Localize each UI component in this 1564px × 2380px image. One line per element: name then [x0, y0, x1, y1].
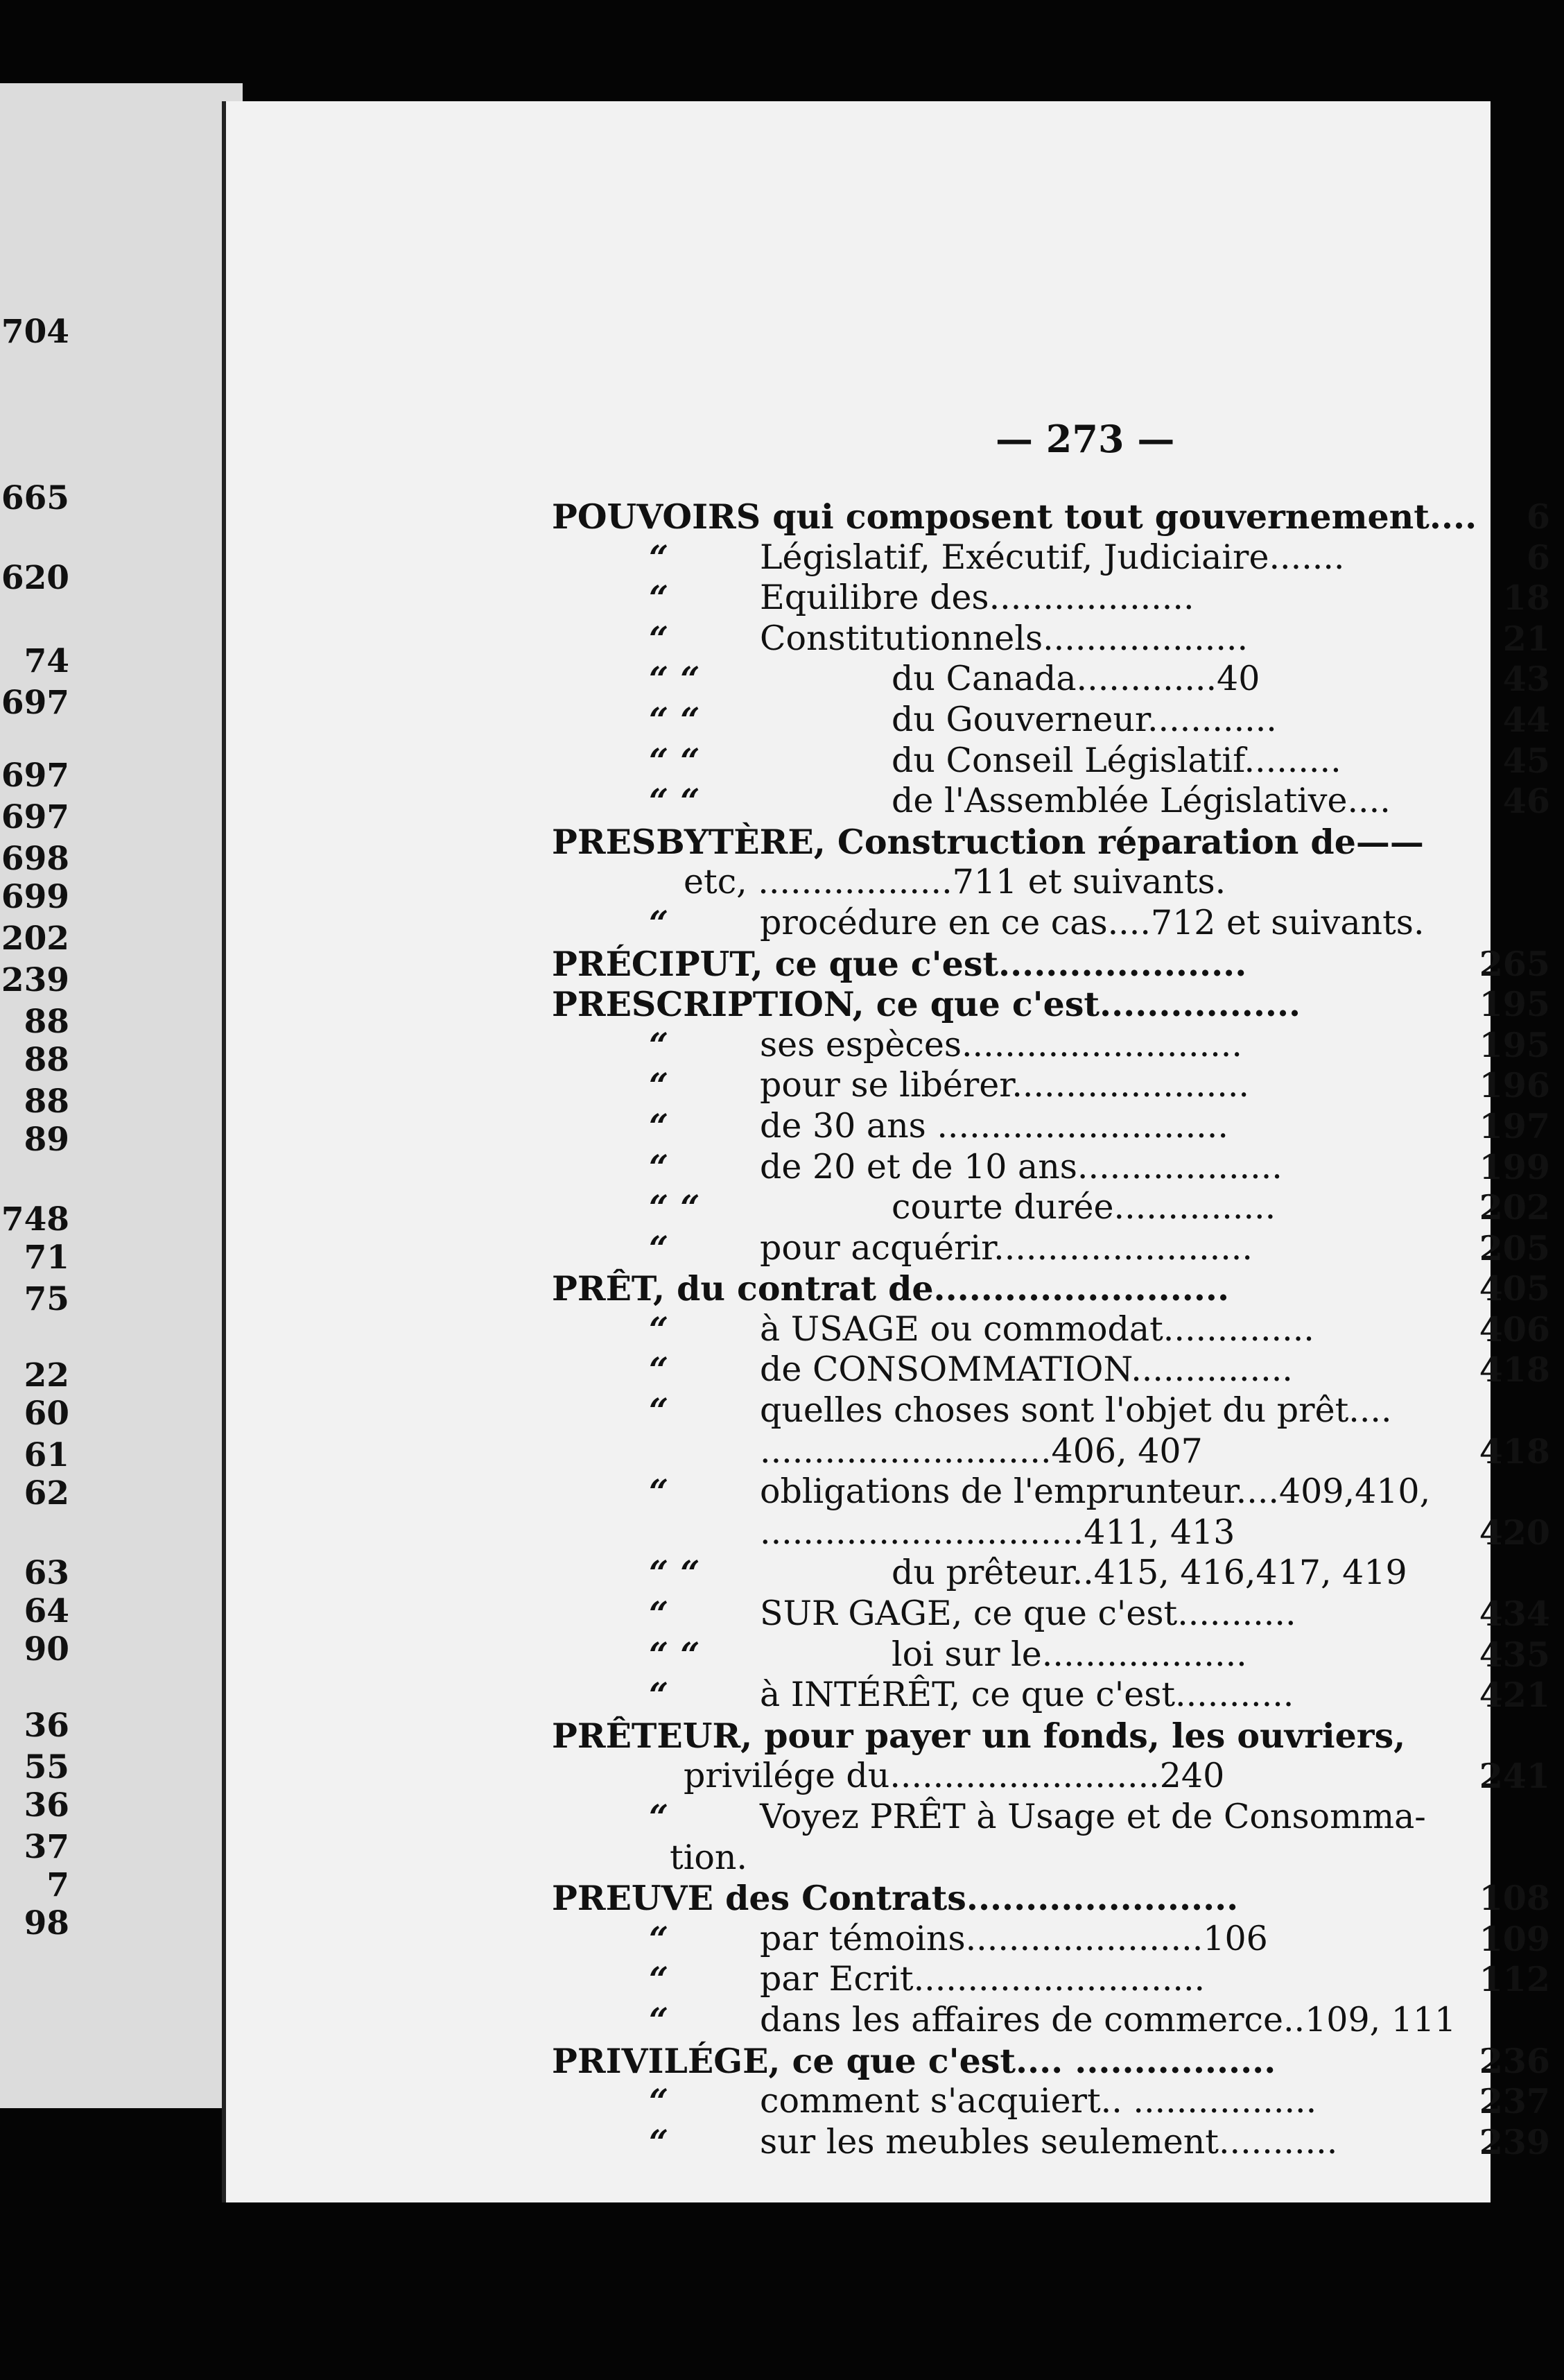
facing-page-number: 88 — [24, 1083, 69, 1121]
entry-page-ref: 46 — [1502, 781, 1550, 822]
facing-page-number: 37 — [24, 1828, 69, 1866]
index-entry — [552, 1716, 1564, 1757]
ditto-mark: “ — [649, 1472, 669, 1512]
index-entry — [552, 578, 1564, 619]
entry-text: du Conseil Législatif......... — [892, 740, 1341, 780]
index-entry — [552, 1390, 1564, 1431]
index-entry — [552, 659, 1564, 700]
ditto-mark: “ — [649, 1105, 669, 1146]
entry-page-ref: 236 — [1479, 2040, 1550, 2081]
index-entry — [552, 1349, 1564, 1390]
ditto-mark: “ — [649, 1918, 669, 1959]
index-entry — [552, 944, 1564, 985]
entry-text: loi sur le................... — [892, 1634, 1247, 1674]
entry-text: ...........................406, 407 — [760, 1431, 1203, 1471]
index-entry — [552, 537, 1564, 578]
entry-page-ref: 196 — [1479, 1065, 1550, 1106]
index-entry — [552, 2041, 1564, 2082]
facing-page-number: 697 — [1, 798, 69, 836]
facing-page-number: 89 — [24, 1121, 69, 1159]
index-entry — [552, 1187, 1564, 1228]
facing-page-numbers — [0, 83, 243, 2108]
entry-text: PRESBYTÈRE, Construction réparation de—— — [552, 821, 1424, 862]
ditto-mark: “ “ — [649, 699, 700, 740]
entry-text: ..............................411, 413 — [760, 1512, 1235, 1552]
index-entry — [552, 2000, 1564, 2041]
index-entry — [552, 903, 1564, 944]
entry-page-ref: 265 — [1479, 943, 1550, 984]
entry-text: Voyez PRÊT à Usage et de Consomma- — [760, 1797, 1426, 1836]
entry-text: de 30 ans ........................... — [760, 1105, 1228, 1146]
index-entry — [552, 781, 1564, 822]
entry-page-ref: 45 — [1502, 740, 1550, 781]
facing-page-number: 63 — [24, 1554, 69, 1592]
ditto-mark: “ — [649, 1594, 669, 1635]
entry-page-ref: 418 — [1479, 1349, 1550, 1390]
entry-text: PRÉCIPUT, ce que c'est..................... — [552, 943, 1247, 984]
facing-page-number: 61 — [24, 1436, 69, 1474]
facing-page-number: 239 — [1, 961, 69, 999]
facing-page-number: 748 — [1, 1200, 69, 1239]
ditto-mark: “ — [649, 2121, 669, 2162]
index-entry — [552, 1797, 1564, 1838]
entry-text: de 20 et de 10 ans................... — [760, 1146, 1283, 1187]
page-number: — 273 — — [996, 417, 1175, 461]
index-entry — [552, 984, 1564, 1025]
index-entry — [552, 1268, 1564, 1309]
index-entry — [552, 1553, 1564, 1594]
entry-page-ref: 112 — [1479, 1959, 1550, 2000]
entry-page-ref: 18 — [1502, 578, 1550, 619]
ditto-mark: “ — [649, 902, 669, 943]
entry-page-ref: 434 — [1479, 1594, 1550, 1635]
entry-text: PRESCRIPTION, ce que c'est................. — [552, 984, 1301, 1025]
entry-text: du Canada.............40 — [892, 659, 1260, 699]
entry-text: sur les meubles seulement........... — [760, 2121, 1338, 2162]
entry-page-ref: 109 — [1479, 1918, 1550, 1959]
ditto-mark: “ — [649, 1146, 669, 1187]
entry-text: courte durée............... — [892, 1187, 1276, 1227]
entry-text: Législatif, Exécutif, Judiciaire....... — [760, 537, 1345, 577]
facing-page-number: 74 — [24, 642, 69, 680]
index-entry — [552, 1635, 1564, 1675]
entry-text: dans les affaires de commerce..109, 111 — [760, 1999, 1457, 2040]
ditto-mark: “ — [649, 578, 669, 619]
index-entry — [552, 1512, 1564, 1553]
facing-page-number: 697 — [1, 684, 69, 722]
entry-text: PRÊTEUR, pour payer un fonds, les ouvriers, — [552, 1715, 1406, 1756]
entry-page-ref: 44 — [1502, 699, 1550, 740]
entry-text: de l'Assemblée Législative.... — [892, 781, 1391, 821]
entry-page-ref: 202 — [1479, 1187, 1550, 1228]
ditto-mark: “ “ — [649, 740, 700, 781]
index-entry — [552, 1106, 1564, 1147]
facing-page-number: 697 — [1, 757, 69, 795]
ditto-mark: “ — [649, 1227, 669, 1268]
facing-page-number: 75 — [24, 1280, 69, 1318]
entry-page-ref: 21 — [1502, 618, 1550, 659]
ditto-mark: “ — [649, 537, 669, 578]
entry-page-ref: 418 — [1479, 1431, 1550, 1472]
ditto-mark: “ — [649, 618, 669, 659]
facing-page-number: 620 — [1, 559, 69, 597]
ditto-mark: “ “ — [649, 781, 700, 822]
entry-page-ref: 239 — [1479, 2121, 1550, 2162]
index-entry — [552, 1675, 1564, 1716]
ditto-mark: “ — [649, 1309, 669, 1349]
index-entries — [552, 497, 1564, 2162]
facing-page-number: 90 — [24, 1630, 69, 1668]
entry-text: etc, ..................711 et suivants. — [684, 862, 1226, 902]
entry-page-ref: 6 — [1526, 497, 1550, 537]
index-entry — [552, 1919, 1564, 1960]
index-entry — [552, 1309, 1564, 1350]
facing-page-number: 88 — [24, 1041, 69, 1079]
index-entry — [552, 700, 1564, 741]
ditto-mark: “ — [649, 1959, 669, 2000]
ditto-mark: “ “ — [649, 1187, 700, 1228]
entry-text: ses espèces.......................... — [760, 1024, 1242, 1064]
entry-page-ref: 199 — [1479, 1146, 1550, 1187]
index-entry — [552, 741, 1564, 782]
index-entry — [552, 1878, 1564, 1919]
entry-text: PRÊT, du contrat de......................... — [552, 1268, 1230, 1309]
entry-page-ref: 405 — [1479, 1268, 1550, 1309]
entry-page-ref: 406 — [1479, 1309, 1550, 1349]
ditto-mark: “ “ — [649, 659, 700, 700]
facing-page-number: 62 — [24, 1474, 69, 1512]
index-entry — [552, 2081, 1564, 2122]
entry-text: SUR GAGE, ce que c'est........... — [760, 1594, 1296, 1634]
facing-page-number: 64 — [24, 1592, 69, 1630]
entry-page-ref: 43 — [1502, 659, 1550, 700]
ditto-mark: “ — [649, 1390, 669, 1431]
entry-text: à INTÉRÊT, ce que c'est........... — [760, 1675, 1294, 1715]
facing-page-number: 7 — [46, 1866, 69, 1904]
index-entry — [552, 1228, 1564, 1269]
facing-page-fragment — [0, 83, 243, 2108]
entry-page-ref: 420 — [1479, 1512, 1550, 1553]
ditto-mark: “ — [649, 1065, 669, 1106]
entry-text: du prêteur..415, 416,417, 419 — [892, 1553, 1407, 1593]
index-entry — [552, 1431, 1564, 1472]
index-entry — [552, 822, 1564, 863]
entry-text: Equilibre des................... — [760, 578, 1194, 618]
facing-page-number: 36 — [24, 1786, 69, 1825]
ditto-mark: “ — [649, 2081, 669, 2122]
entry-page-ref: 435 — [1479, 1634, 1550, 1675]
index-entry — [552, 1065, 1564, 1106]
index-entry — [552, 2122, 1564, 2163]
facing-page-number: 202 — [1, 920, 69, 958]
entry-text: comment s'acquiert.. ................. — [760, 2081, 1317, 2121]
index-entry — [552, 1025, 1564, 1066]
ditto-mark: “ — [649, 1349, 669, 1390]
facing-page-number: 704 — [1, 313, 69, 351]
entry-text: quelles choses sont l'objet du prêt.... — [760, 1390, 1392, 1431]
entry-text: PRIVILÉGE, ce que c'est.... ................. — [552, 2040, 1276, 2081]
entry-text: par Ecrit........................... — [760, 1959, 1206, 1999]
ditto-mark: “ — [649, 1999, 669, 2040]
entry-text: par témoins......................106 — [760, 1918, 1268, 1958]
entry-page-ref: 197 — [1479, 1105, 1550, 1146]
entry-text: PREUVE des Contrats....................... — [552, 1878, 1239, 1919]
index-entry — [552, 1147, 1564, 1188]
entry-text: pour acquérir........................ — [760, 1227, 1253, 1268]
entry-page-ref: 195 — [1479, 1024, 1550, 1065]
entry-page-ref: 205 — [1479, 1227, 1550, 1268]
facing-page-number: 698 — [1, 840, 69, 878]
entry-text: obligations de l'emprunteur....409,410, — [760, 1472, 1431, 1512]
index-entry — [552, 862, 1564, 903]
index-entry — [552, 1472, 1564, 1512]
entry-text: du Gouverneur............ — [892, 699, 1277, 739]
entry-text: à USAGE ou commodat.............. — [760, 1309, 1314, 1349]
facing-page-number: 71 — [24, 1239, 69, 1277]
facing-page-number: 699 — [1, 878, 69, 916]
ditto-mark: “ “ — [649, 1553, 700, 1594]
index-entry — [552, 1594, 1564, 1635]
entry-text: de CONSOMMATION............... — [760, 1349, 1293, 1390]
facing-page-number: 22 — [24, 1356, 69, 1395]
entry-page-ref: 195 — [1479, 984, 1550, 1025]
facing-page-number: 55 — [24, 1748, 69, 1786]
index-entry — [552, 1756, 1564, 1797]
entry-text: POUVOIRS qui composent tout gouvernement.... — [552, 497, 1477, 537]
ditto-mark: “ “ — [649, 1634, 700, 1675]
index-entry — [552, 619, 1564, 659]
facing-page-number: 60 — [24, 1395, 69, 1433]
ditto-mark: “ — [649, 1024, 669, 1065]
facing-page-number: 36 — [24, 1707, 69, 1745]
facing-page-number: 88 — [24, 1003, 69, 1041]
entry-page-ref: 237 — [1479, 2081, 1550, 2122]
index-entry — [552, 1959, 1564, 2000]
index-entry — [552, 497, 1564, 537]
entry-page-ref: 421 — [1479, 1675, 1550, 1716]
ditto-mark: “ — [649, 1675, 669, 1716]
index-page — [222, 101, 1550, 2202]
entry-text: Constitutionnels................... — [760, 618, 1249, 658]
facing-page-number: 665 — [1, 479, 69, 517]
entry-text: tion. — [670, 1837, 747, 1877]
index-entry — [552, 1838, 1564, 1879]
entry-page-ref: 241 — [1479, 1756, 1550, 1797]
entry-text: pour se libérer...................... — [760, 1065, 1249, 1105]
entry-text: procédure en ce cas....712 et suivants. — [760, 902, 1425, 942]
entry-page-ref: 6 — [1526, 537, 1550, 578]
entry-text: privilége du.........................240 — [684, 1756, 1225, 1796]
ditto-mark: “ — [649, 1797, 669, 1837]
facing-page-number: 98 — [24, 1904, 69, 1942]
entry-page-ref: 108 — [1479, 1878, 1550, 1919]
